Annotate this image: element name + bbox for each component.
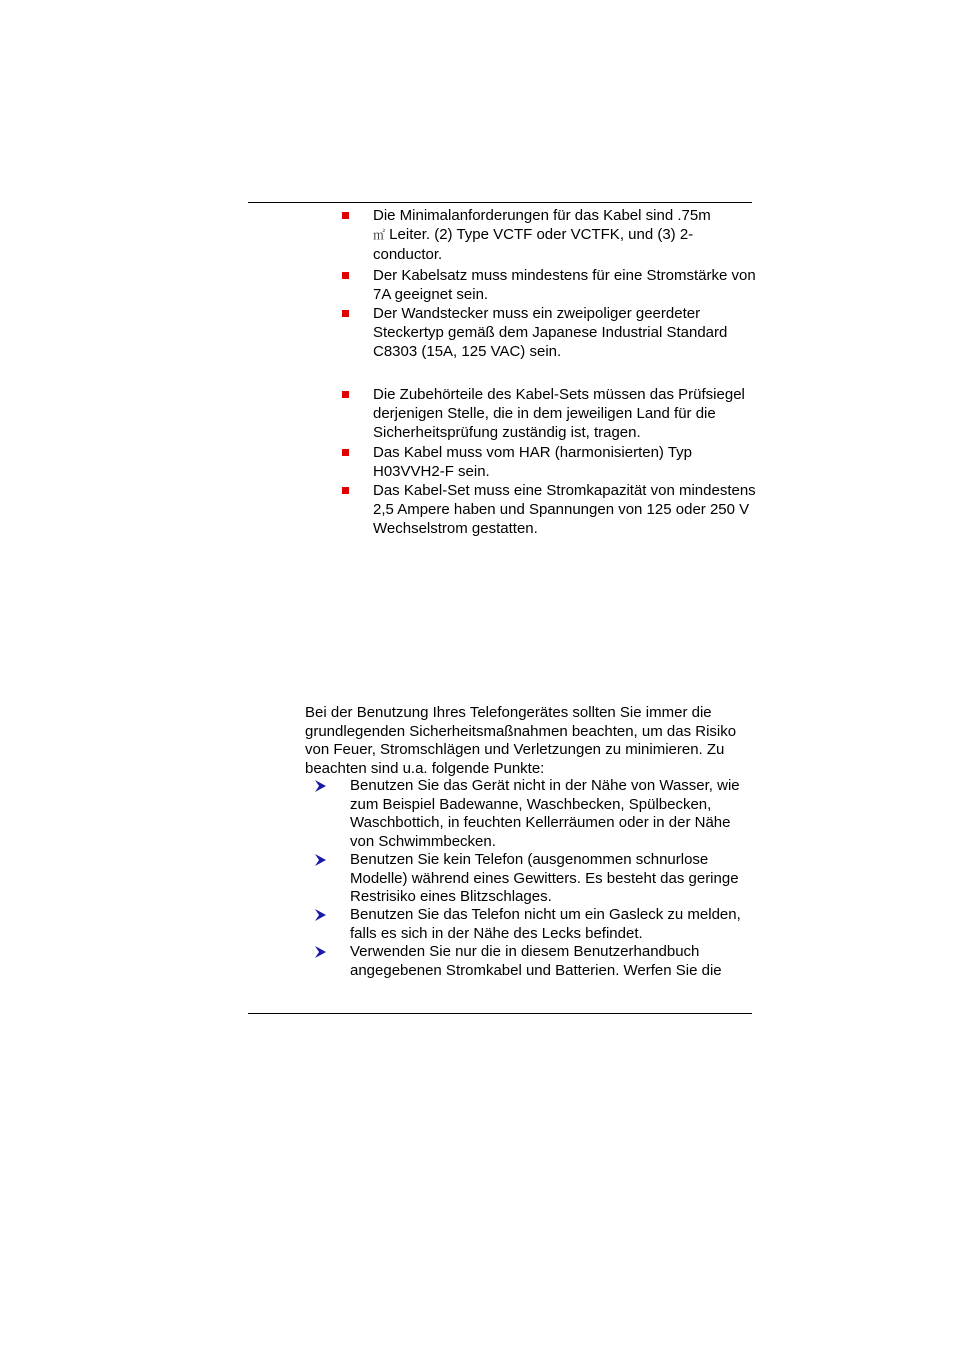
blue-arrow-bullet-icon	[313, 779, 327, 793]
list-item	[305, 906, 755, 943]
list-item	[340, 304, 760, 361]
footer-rule	[248, 1013, 752, 1014]
cable-requirements-list-europe	[340, 385, 760, 538]
safety-instructions-list	[305, 777, 755, 980]
square-meter-unit: ㎡	[373, 228, 386, 242]
list-item-text: Benutzen Sie kein Telefon (ausgenommen schnurlose Modelle) während eines Gewitters. Es besteht das geringe Restrisiko eines Blitzschlages.	[350, 851, 739, 905]
list-item-text: Die Minimalanforderungen für das Kabel sind .75m	[373, 207, 711, 224]
blue-arrow-bullet-icon	[313, 945, 327, 959]
red-square-bullet-icon	[342, 272, 349, 279]
header-rule	[248, 202, 752, 203]
list-item-text: Das Kabel-Set muss eine Stromkapazität von mindestens 2,5 Ampere haben und Spannungen von 125 oder 250 V Wechselstrom gestatten.	[373, 482, 756, 537]
red-square-bullet-icon	[342, 391, 349, 398]
list-item-text: Benutzen Sie das Gerät nicht in der Nähe von Wasser, wie zum Beispiel Badewanne, Waschbecken, Spülbecken, Waschbottich, in feuchten Kellerräumen oder in der Nähe von Schwimmbecken.	[350, 777, 740, 850]
list-item-text: Das Kabel muss vom HAR (harmonisierten) Typ H03VVH2-F sein.	[373, 444, 692, 480]
list-item	[340, 443, 760, 481]
list-item	[305, 851, 755, 906]
list-item	[340, 385, 760, 442]
list-item-text: Verwenden Sie nur die in diesem Benutzerhandbuch angegebenen Stromkabel und Batterien. Werfen Sie die	[350, 943, 722, 979]
red-square-bullet-icon	[342, 449, 349, 456]
list-item	[340, 206, 760, 263]
list-item	[340, 481, 760, 538]
safety-intro-paragraph: Bei der Benutzung Ihres Telefongerätes sollten Sie immer die grundlegenden Sicherheitsmaßnahmen beachten, um das Risiko von Feuer, Stromschlägen und Verletzungen zu minimieren. Zu beachten sind u.a. folgende Punkte:	[305, 704, 737, 777]
list-item	[340, 266, 760, 304]
list-item	[305, 777, 755, 851]
list-item-text: Die Zubehörteile des Kabel-Sets müssen das Prüfsiegel derjenigen Stelle, die in dem jeweiligen Land für die Sicherheitsprüfung zuständig ist, tragen.	[373, 386, 745, 441]
blue-arrow-bullet-icon	[313, 908, 327, 922]
red-square-bullet-icon	[342, 310, 349, 317]
blue-arrow-bullet-icon	[313, 853, 327, 867]
red-square-bullet-icon	[342, 487, 349, 494]
cable-requirements-list-japan	[340, 206, 760, 361]
list-item-text: Der Wandstecker muss ein zweipoliger geerdeter Steckertyp gemäß dem Japanese Industrial Standard C8303 (15A, 125 VAC) sein.	[373, 305, 728, 360]
list-item-text: Benutzen Sie das Telefon nicht um ein Gasleck zu melden, falls es sich in der Nähe des Lecks befindet.	[350, 906, 741, 942]
list-item-text: Leiter. (2) Type VCTF oder VCTFK, und (3) 2-conductor.	[373, 226, 694, 263]
list-item-text: Der Kabelsatz muss mindestens für eine Stromstärke von 7A geeignet sein.	[373, 267, 756, 303]
list-item	[305, 943, 755, 980]
red-square-bullet-icon	[342, 212, 349, 219]
